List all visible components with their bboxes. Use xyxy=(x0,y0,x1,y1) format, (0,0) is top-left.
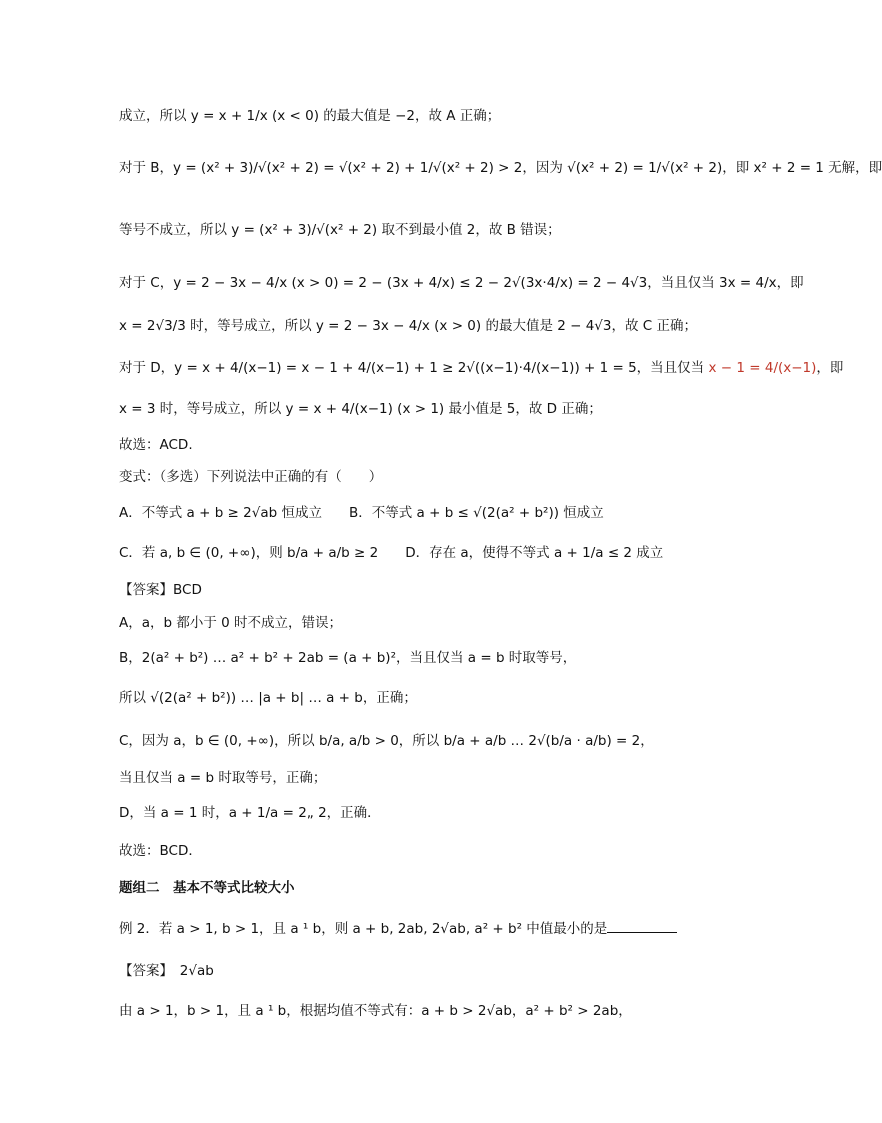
analysis-c1: C，因为 a，b ∈ (0, +∞)，所以 b/a, a/b > 0，所以 b/a + a/b … 2√(b/a · a/b) = 2， xyxy=(119,733,654,749)
section-heading: 题组二 基本不等式比较大小 xyxy=(119,880,295,896)
example-2-question: 例 2．若 a > 1, b > 1，且 a ¹ b，则 a + b, 2ab, 2√ab, a² + b² 中值最小的是 xyxy=(119,920,684,939)
solution-line-b1: 对于 B，y = (x² + 3)/√(x² + 2) = √(x² + 2) + 1/√(x² + 2) > 2，因为 √(x² + 2) = 1/√(x² + 2)，即 x² + 2 = 1 无解，即 xyxy=(119,160,882,176)
analysis-d: D，当 a = 1 时，a + 1/a = 2„ 2，正确． xyxy=(119,805,381,821)
solution-line-d1: 对于 D，y = x + 4/(x−1) = x − 1 + 4/(x−1) + 1 ≥ 2√((x−1)·4/(x−1)) + 1 = 5，当且仅当 x − 1 = 4/(x−1)，即 xyxy=(119,360,844,376)
solution-line-c1: 对于 C，y = 2 − 3x − 4/x (x > 0) = 2 − (3x + 4/x) ≤ 2 − 2√(3x·4/x) = 2 − 4√3，当且仅当 3x = 4/x，即 xyxy=(119,275,804,291)
answer-label: 【答案】BCD xyxy=(119,582,202,598)
analysis-b1: B，2(a² + b²) … a² + b² + 2ab = (a + b)²，当且仅当 a = b 时取等号， xyxy=(119,650,577,666)
answer-choice-line: 故选：ACD. xyxy=(119,437,193,453)
solution-line-a: 成立，所以 y = x + 1/x (x < 0) 的最大值是 −2，故 A 正确； xyxy=(119,108,501,124)
analysis-c2: 当且仅当 a = b 时取等号，正确； xyxy=(119,770,327,786)
final-choice: 故选：BCD． xyxy=(119,843,202,859)
analysis-b2: 所以 √(2(a² + b²)) … |a + b| … a + b，正确； xyxy=(119,690,417,706)
variant-question: 变式：（多选）下列说法中正确的有（ ） xyxy=(119,469,383,485)
answer-blank xyxy=(607,920,677,933)
example-2-answer: 【答案】 2√ab xyxy=(119,963,214,979)
solution-line-b2: 等号不成立，所以 y = (x² + 3)/√(x² + 2) 取不到最小值 2，故 B 错误； xyxy=(119,222,561,238)
analysis-a: A，a，b 都小于 0 时不成立，错误； xyxy=(119,615,343,631)
options-cd: C．若 a, b ∈ (0, +∞)，则 b/a + a/b ≥ 2 D．存在 a，使得不等式 a + 1/a ≤ 2 成立 xyxy=(119,545,664,561)
highlighted-equation: x − 1 = 4/(x−1) xyxy=(708,360,817,376)
options-ab: A．不等式 a + b ≥ 2√ab 恒成立 B．不等式 a + b ≤ √(2(a² + b²)) 恒成立 xyxy=(119,505,604,521)
solution-line-c2: x = 2√3/3 时，等号成立，所以 y = 2 − 3x − 4/x (x > 0) 的最大值是 2 − 4√3，故 C 正确； xyxy=(119,318,698,334)
example-2-analysis: 由 a > 1，b > 1，且 a ¹ b，根据均值不等式有：a + b > 2√ab，a² + b² > 2ab， xyxy=(119,1003,632,1019)
solution-line-d2: x = 3 时，等号成立，所以 y = x + 4/(x−1) (x > 1) 最小值是 5，故 D 正确； xyxy=(119,401,602,417)
